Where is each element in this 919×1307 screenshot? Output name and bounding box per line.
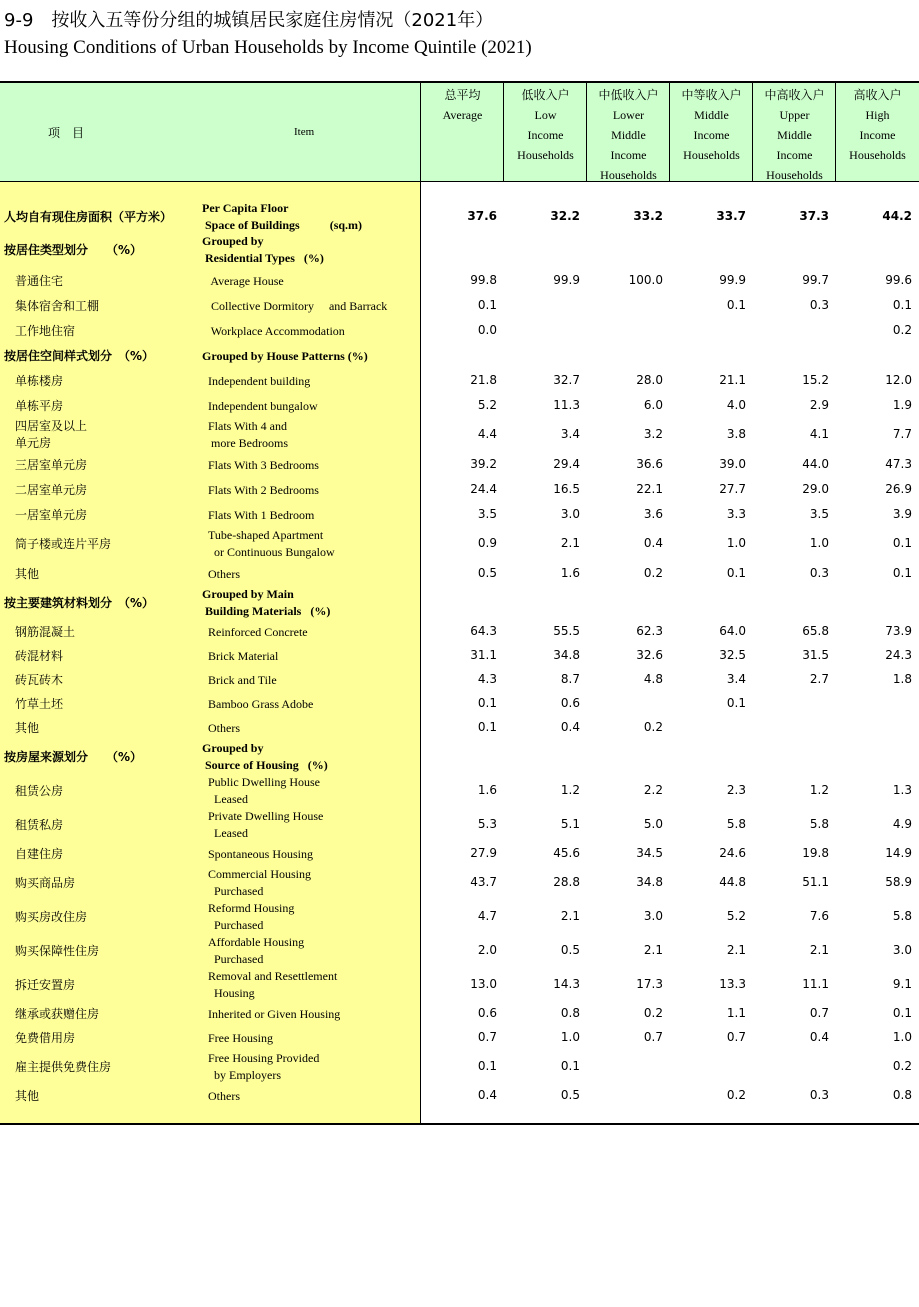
table-cell: 19.8: [802, 846, 829, 860]
row-label-cn: 普通住宅: [15, 273, 64, 288]
table-cell: 1.0: [809, 536, 829, 550]
table-cell: 14.3: [553, 977, 580, 991]
table-cell: 1.3: [892, 783, 912, 797]
row-label-cn: 按主要建筑材料划分 （%）: [4, 595, 155, 610]
column-header-cn: 中高收入户: [764, 88, 825, 102]
row-label-cn: 免费借用房: [15, 1030, 76, 1045]
table-cell: 3.5: [477, 507, 497, 521]
column-header-en: High: [865, 108, 890, 122]
table-cell: 37.3: [799, 209, 829, 223]
table-cell: 0.4: [560, 720, 580, 734]
row-label-en: Reinforced Concrete: [208, 624, 308, 639]
table-cell: 24.3: [885, 648, 912, 662]
row-label-cn: 按居住类型划分 （%）: [4, 242, 143, 257]
column-header: [504, 85, 587, 165]
table-cell: 39.2: [470, 457, 497, 471]
column-header: [836, 85, 919, 165]
column-header-en: Average: [442, 108, 483, 122]
row-label-cn: 筒子楼或连片平房: [15, 536, 112, 551]
row-label-cn: 其他: [15, 566, 40, 581]
table-cell: 1.0: [726, 536, 746, 550]
table-cell: 3.9: [892, 507, 912, 521]
table-cell: 0.1: [726, 696, 746, 710]
table-cell: 5.0: [643, 817, 663, 831]
column-header-cn: 中低收入户: [598, 88, 659, 102]
table-cell: 0.6: [560, 696, 580, 710]
table-cell: 3.6: [643, 507, 663, 521]
table-cell: 0.4: [477, 1088, 497, 1102]
row-label-cn: 集体宿舍和工棚: [15, 298, 100, 313]
table-cell: 28.8: [553, 875, 580, 889]
table-cell: 0.1: [477, 696, 497, 710]
column-header-cn: 高收入户: [853, 88, 902, 102]
row-label-cn: 单栋平房: [15, 398, 64, 413]
page-title-cn: 9-9 按收入五等份分组的城镇居民家庭住房情况（2021年）: [4, 10, 494, 31]
table-cell: 31.5: [802, 648, 829, 662]
column-header-en: Households: [766, 168, 823, 182]
table-cell: 99.9: [553, 273, 580, 287]
table-cell: 0.2: [643, 566, 663, 580]
table-cell: 0.2: [643, 1006, 663, 1020]
table-cell: 27.7: [719, 482, 746, 496]
table-cell: 21.1: [719, 373, 746, 387]
table-cell: 1.6: [560, 566, 580, 580]
table-cell: 1.1: [726, 1006, 746, 1020]
table-cell: 0.9: [477, 536, 497, 550]
table-cell: 0.8: [892, 1088, 912, 1102]
table-cell: 45.6: [553, 846, 580, 860]
table-cell: 0.1: [892, 566, 912, 580]
table-cell: 0.3: [809, 566, 829, 580]
table-cell: 3.2: [643, 427, 663, 441]
table-cell: 0.8: [560, 1006, 580, 1020]
row-label-cn: 一居室单元房: [15, 507, 88, 522]
table-cell: 27.9: [470, 846, 497, 860]
table-cell: 37.6: [467, 209, 497, 223]
table-cell: 0.7: [809, 1006, 829, 1020]
row-label-en: Spontaneous Housing: [208, 846, 313, 861]
table-cell: 4.8: [643, 672, 663, 686]
table-cell: 3.4: [726, 672, 746, 686]
column-header-cn: 低收入户: [521, 88, 570, 102]
row-label-cn: 四居室及以上 单元房: [15, 419, 88, 450]
table-cell: 58.9: [885, 875, 912, 889]
table-cell: 31.1: [470, 648, 497, 662]
table-cell: 3.4: [560, 427, 580, 441]
table-cell: 5.8: [809, 817, 829, 831]
row-label-en: Others: [208, 720, 240, 735]
table-cell: 55.5: [553, 624, 580, 638]
table-cell: 24.4: [470, 482, 497, 496]
column-header-en: Lower: [612, 108, 645, 122]
table-cell: 0.2: [726, 1088, 746, 1102]
table-cell: 0.1: [892, 536, 912, 550]
table-cell: 0.1: [560, 1059, 580, 1073]
table-cell: 34.8: [553, 648, 580, 662]
row-label-cn: 按居住空间样式划分 （%）: [4, 348, 155, 363]
row-label-cn: 租赁公房: [15, 783, 64, 798]
table-cell: 15.2: [802, 373, 829, 387]
row-label-en: Others: [208, 1088, 240, 1103]
table-cell: 32.6: [636, 648, 663, 662]
table-cell: 99.7: [802, 273, 829, 287]
table-cell: 0.7: [477, 1030, 497, 1044]
table-cell: 3.0: [643, 909, 663, 923]
table-cell: 44.2: [882, 209, 912, 223]
column-header-en: Households: [849, 148, 906, 162]
table-cell: 39.0: [719, 457, 746, 471]
row-label-en: Average House: [208, 273, 284, 288]
table-cell: 2.1: [809, 943, 829, 957]
table-cell: 7.7: [892, 427, 912, 441]
table-cell: 32.5: [719, 648, 746, 662]
row-label-cn: 继承或获赠住房: [15, 1006, 100, 1021]
table-cell: 5.8: [726, 817, 746, 831]
table-cell: 1.2: [809, 783, 829, 797]
table-cell: 8.7: [560, 672, 580, 686]
table-cell: 14.9: [885, 846, 912, 860]
row-label-en: Workplace Accommodation: [208, 323, 345, 338]
table-cell: 7.6: [809, 909, 829, 923]
row-label-en: Reformd Housing Purchased: [208, 901, 295, 932]
table-cell: 0.7: [643, 1030, 663, 1044]
column-header-en: Households: [600, 168, 657, 182]
row-label-en: Free Housing Provided by Employers: [208, 1051, 320, 1082]
row-label-cn: 二居室单元房: [15, 482, 88, 497]
table-cell: 5.8: [892, 909, 912, 923]
table-cell: 5.2: [477, 398, 497, 412]
row-label-en: Inherited or Given Housing: [208, 1006, 341, 1021]
table-cell: 4.3: [477, 672, 497, 686]
table-cell: 1.8: [892, 672, 912, 686]
row-label-en: Independent building: [208, 373, 311, 388]
row-label-en: Per Capita Floor Space of Buildings (sq.m): [202, 201, 363, 232]
table-cell: 5.3: [477, 817, 497, 831]
table-cell: 73.9: [885, 624, 912, 638]
table-cell: 2.1: [726, 943, 746, 957]
table-cell: 1.2: [560, 783, 580, 797]
table-cell: 1.0: [892, 1030, 912, 1044]
column-header: [670, 85, 753, 165]
table-cell: 0.1: [477, 1059, 497, 1073]
table-cell: 4.4: [477, 427, 497, 441]
table-cell: 44.8: [719, 875, 746, 889]
row-label-en: Others: [208, 566, 240, 581]
table-cell: 62.3: [636, 624, 663, 638]
row-label-en: Flats With 1 Bedroom: [208, 507, 315, 522]
column-header-en: Households: [683, 148, 740, 162]
table-cell: 0.2: [643, 720, 663, 734]
table-cell: 0.4: [643, 536, 663, 550]
column-header-en: Households: [517, 148, 574, 162]
row-label-cn: 租赁私房: [15, 817, 64, 832]
table-cell: 21.8: [470, 373, 497, 387]
table-cell: 26.9: [885, 482, 912, 496]
table-cell: 4.9: [892, 817, 912, 831]
row-label-cn: 钢筋混凝土: [15, 624, 76, 639]
row-label-cn: 竹草土坯: [15, 696, 64, 711]
table-cell: 0.1: [477, 298, 497, 312]
page-title-en: Housing Conditions of Urban Households by Income Quintile (2021): [4, 37, 532, 58]
row-label-en: Brick and Tile: [208, 672, 277, 687]
row-label-cn: 雇主提供免费住房: [15, 1059, 112, 1074]
table-cell: 1.0: [560, 1030, 580, 1044]
row-label-en: Grouped by Source of Housing (%): [202, 741, 328, 772]
table-cell: 0.3: [809, 298, 829, 312]
table-cell: 0.7: [726, 1030, 746, 1044]
table-cell: 4.0: [726, 398, 746, 412]
table-cell: 24.6: [719, 846, 746, 860]
table-cell: 3.0: [560, 507, 580, 521]
table-cell: 43.7: [470, 875, 497, 889]
table-cell: 0.1: [726, 566, 746, 580]
row-label-cn: 人均自有现住房面积（平方米）: [4, 209, 173, 224]
table-cell: 51.1: [802, 875, 829, 889]
table-cell: 13.3: [719, 977, 746, 991]
row-label-en: Bamboo Grass Adobe: [208, 696, 314, 711]
column-header-en: Income: [859, 128, 896, 142]
column-header-en: Income: [693, 128, 730, 142]
table-cell: 5.1: [560, 817, 580, 831]
column-header-en: Upper: [779, 108, 810, 122]
row-label-cn: 购买保障性住房: [15, 943, 100, 958]
column-header: [587, 85, 670, 185]
table-cell: 0.3: [809, 1088, 829, 1102]
row-label-en: Flats With 2 Bedrooms: [208, 482, 319, 497]
table-cell: 99.8: [470, 273, 497, 287]
column-header-en: Income: [527, 128, 564, 142]
table-cell: 44.0: [802, 457, 829, 471]
bottom-rule: [0, 1123, 919, 1125]
table-cell: 1.9: [892, 398, 912, 412]
table-cell: 99.9: [719, 273, 746, 287]
table-cell: 0.5: [560, 1088, 580, 1102]
row-label-en: Grouped by House Patterns (%): [202, 348, 368, 363]
row-label-en: Affordable Housing Purchased: [208, 935, 305, 966]
table-cell: 100.0: [628, 273, 663, 287]
table-cell: 33.2: [633, 209, 663, 223]
row-label-en: Removal and Resettlement Housing: [208, 969, 338, 1000]
table-cell: 5.2: [726, 909, 746, 923]
table-cell: 3.5: [809, 507, 829, 521]
table-cell: 0.5: [560, 943, 580, 957]
table-cell: 13.0: [470, 977, 497, 991]
table-cell: 0.0: [477, 323, 497, 337]
table-cell: 64.3: [470, 624, 497, 638]
table-cell: 29.0: [802, 482, 829, 496]
table-cell: 2.1: [560, 536, 580, 550]
column-header-en: Low: [534, 108, 557, 122]
column-header-cn: 中等收入户: [681, 88, 742, 102]
table-cell: 3.0: [892, 943, 912, 957]
table-cell: 0.1: [726, 298, 746, 312]
table-cell: 32.7: [553, 373, 580, 387]
row-label-en: Independent bungalow: [208, 398, 318, 413]
table-cell: 17.3: [636, 977, 663, 991]
row-label-en: Free Housing: [208, 1030, 273, 1045]
top-rule: [0, 81, 919, 83]
row-label-en: Brick Material: [208, 648, 279, 663]
stub-divider: [420, 83, 421, 1124]
row-label-cn: 单栋楼房: [15, 373, 64, 388]
row-label-cn: 按房屋来源划分 （%）: [4, 749, 143, 764]
table-cell: 16.5: [553, 482, 580, 496]
row-label-en: Commercial Housing Purchased: [208, 867, 311, 898]
row-label-cn: 工作地住宿: [15, 323, 76, 338]
row-label-cn: 其他: [15, 720, 40, 735]
table-cell: 3.8: [726, 427, 746, 441]
table-cell: 65.8: [802, 624, 829, 638]
column-header-en: Income: [776, 148, 813, 162]
table-cell: 28.0: [636, 373, 663, 387]
header-item-cn: 项 目: [48, 126, 85, 140]
table-cell: 9.1: [892, 977, 912, 991]
column-header-en: Middle: [611, 128, 646, 142]
table-cell: 36.6: [636, 457, 663, 471]
table-cell: 34.8: [636, 875, 663, 889]
column-header: [753, 85, 836, 185]
row-label-en: Grouped by Main Building Materials (%): [202, 587, 331, 618]
row-label-cn: 砖瓦砖木: [15, 672, 64, 687]
table-cell: 0.4: [809, 1030, 829, 1044]
table-cell: 12.0: [885, 373, 912, 387]
table-cell: 2.9: [809, 398, 829, 412]
table-cell: 6.0: [643, 398, 663, 412]
table-cell: 0.5: [477, 566, 497, 580]
table-cell: 47.3: [885, 457, 912, 471]
row-label-cn: 砖混材料: [15, 648, 64, 663]
table-cell: 2.7: [809, 672, 829, 686]
row-label-en: Private Dwelling House Leased: [208, 809, 324, 840]
row-label-cn: 购买商品房: [15, 875, 76, 890]
column-header-cn: 总平均: [444, 88, 481, 102]
table-cell: 0.1: [892, 298, 912, 312]
table-cell: 4.1: [809, 427, 829, 441]
table-cell: 2.0: [477, 943, 497, 957]
row-label-cn: 三居室单元房: [15, 457, 88, 472]
table-cell: 0.2: [892, 1059, 912, 1073]
row-label-cn: 自建住房: [15, 846, 64, 861]
table-cell: 2.2: [643, 783, 663, 797]
table-cell: 34.5: [636, 846, 663, 860]
column-header-en: Income: [610, 148, 647, 162]
table-cell: 2.1: [560, 909, 580, 923]
table-cell: 0.6: [477, 1006, 497, 1020]
table-cell: 11.3: [553, 398, 580, 412]
row-label-en: Grouped by Residential Types (%): [202, 234, 324, 265]
row-label-en: Flats With 3 Bedrooms: [208, 457, 319, 472]
table-cell: 2.1: [643, 943, 663, 957]
table-cell: 33.7: [716, 209, 746, 223]
table-cell: 29.4: [553, 457, 580, 471]
table-cell: 64.0: [719, 624, 746, 638]
row-label-en: Collective Dormitory and Barrack: [208, 298, 388, 313]
table-cell: 22.1: [636, 482, 663, 496]
row-label-cn: 购买房改住房: [15, 909, 88, 924]
column-header-en: Middle: [777, 128, 812, 142]
table-cell: 32.2: [550, 209, 580, 223]
table-cell: 0.1: [892, 1006, 912, 1020]
column-header-en: Middle: [694, 108, 729, 122]
table-cell: 3.3: [726, 507, 746, 521]
table-cell: 11.1: [802, 977, 829, 991]
table-cell: 0.2: [892, 323, 912, 337]
row-label-en: Tube-shaped Apartment or Continuous Bungalow: [208, 528, 335, 559]
row-label-cn: 拆迁安置房: [15, 977, 76, 992]
table-cell: 99.6: [885, 273, 912, 287]
table-cell: 1.6: [477, 783, 497, 797]
row-label-en: Public Dwelling House Leased: [208, 775, 320, 806]
column-header: [421, 85, 504, 125]
row-label-en: Flats With 4 and more Bedrooms: [208, 419, 288, 450]
table-cell: 0.1: [477, 720, 497, 734]
header-item-en: Item: [294, 126, 315, 138]
table-cell: 4.7: [477, 909, 497, 923]
table-cell: 2.3: [726, 783, 746, 797]
row-label-cn: 其他: [15, 1088, 40, 1103]
